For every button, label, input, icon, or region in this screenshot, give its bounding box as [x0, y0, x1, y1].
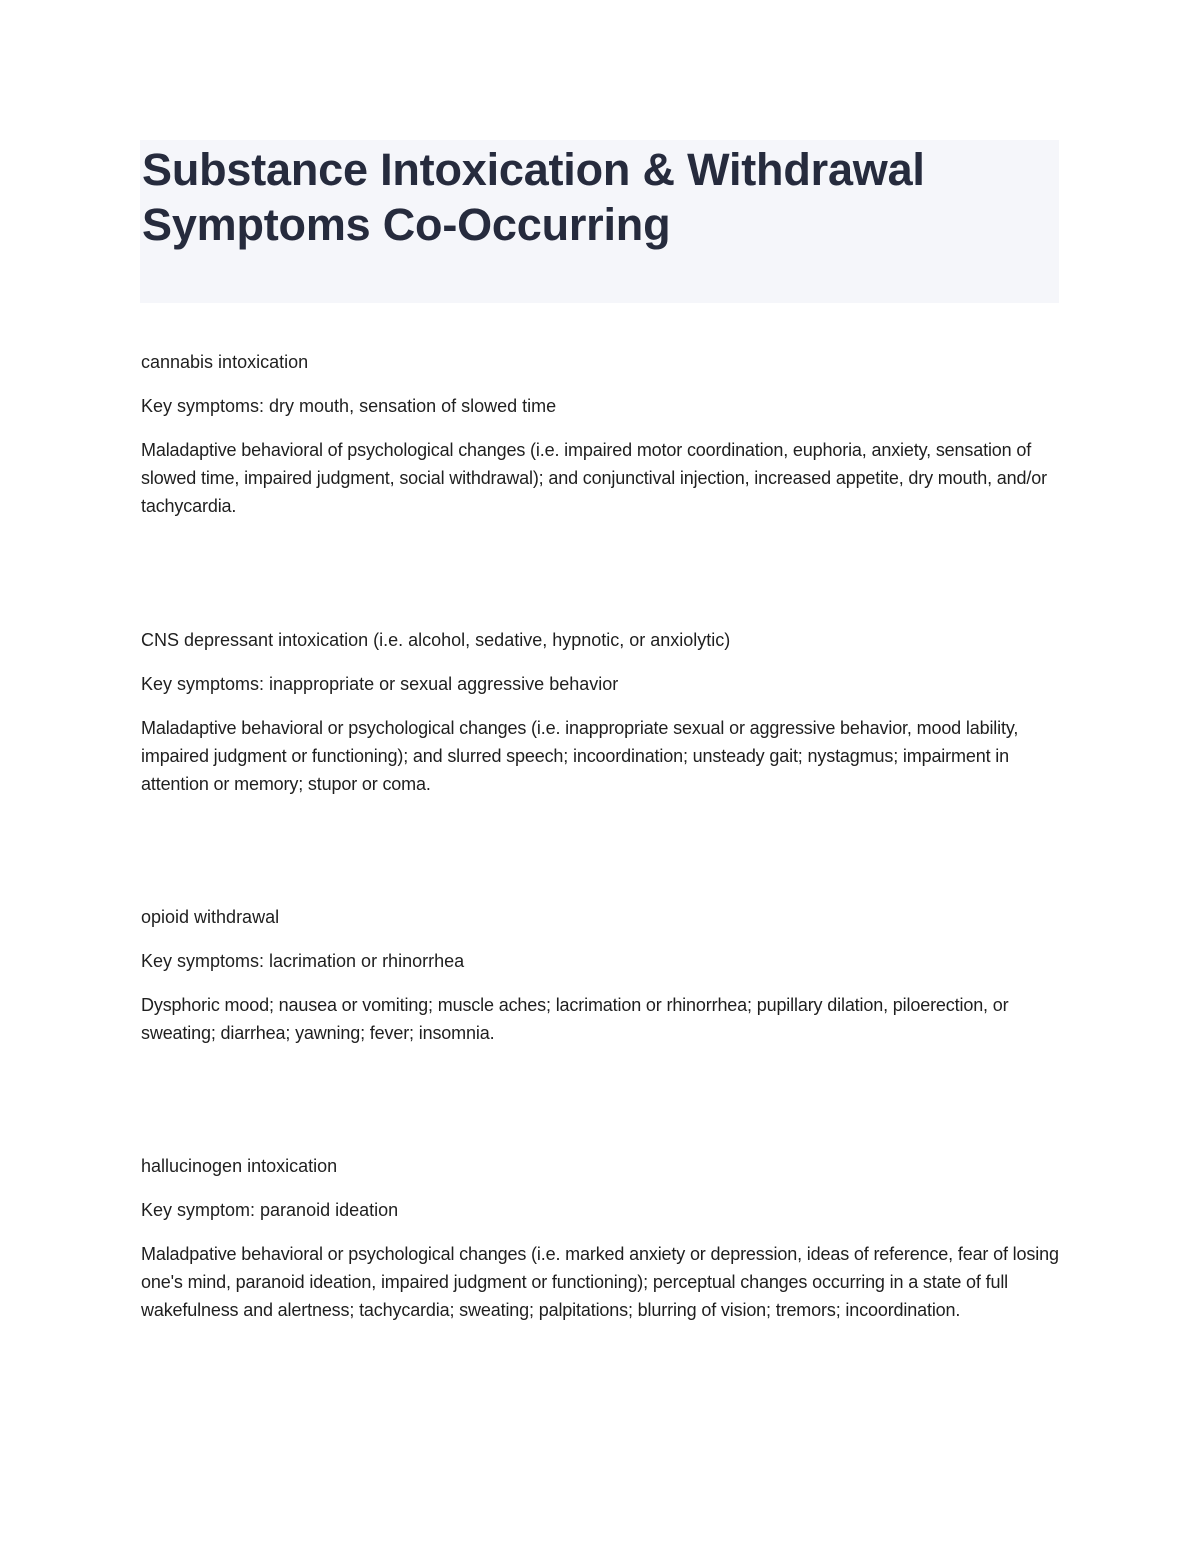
key-symptoms: Key symptoms: lacrimation or rhinorrhea [141, 951, 465, 971]
section-opioid-withdrawal [141, 903, 1061, 1047]
section-cannabis-intoxication [141, 348, 1061, 520]
section-description: Maladpative behavioral or psychological changes (i.e. marked anxiety or depression, ideas of reference, fear of losing one's mind, paranoid ideation, impaired judgment or functioning); perceptual changes occurring in a state of full wakefulness and alertness; tachycardia; sweating; palpitations; blurring of vision; tremors; incoordination. [141, 1244, 1059, 1320]
section-heading: hallucinogen intoxication [141, 1156, 338, 1176]
section-description: Dysphoric mood; nausea or vomiting; muscle aches; lacrimation or rhinorrhea; pupillary dilation, piloerection, or sweating; diarrhea; yawning; fever; insomnia. [141, 995, 1009, 1043]
key-symptoms: Key symptoms: dry mouth, sensation of slowed time [141, 396, 557, 416]
title-banner [140, 140, 1059, 303]
section-heading: CNS depressant intoxication (i.e. alcohol, sedative, hypnotic, or anxiolytic) [141, 630, 731, 650]
key-symptoms: Key symptoms: inappropriate or sexual aggressive behavior [141, 674, 619, 694]
key-symptoms: Key symptom: paranoid ideation [141, 1200, 399, 1220]
section-hallucinogen-intoxication [141, 1152, 1061, 1324]
section-heading: opioid withdrawal [141, 907, 280, 927]
section-description: Maladaptive behavioral of psychological changes (i.e. impaired motor coordination, euphoria, anxiety, sensation of slowed time, impaired judgment, social withdrawal); and conjunctival injection, increased appetite, dry mouth, and/or tachycardia. [141, 440, 1047, 516]
section-cns-depressant-intoxication [141, 626, 1061, 798]
page-title: Substance Intoxication & Withdrawal Symptoms Co-Occurring [142, 144, 925, 250]
section-description: Maladaptive behavioral or psychological changes (i.e. inappropriate sexual or aggressive behavior, mood lability, impaired judgment or functioning); and slurred speech; incoordination; unsteady gait; nystagmus; impairment in attention or memory; stupor or coma. [141, 718, 1019, 794]
section-heading: cannabis intoxication [141, 352, 309, 372]
